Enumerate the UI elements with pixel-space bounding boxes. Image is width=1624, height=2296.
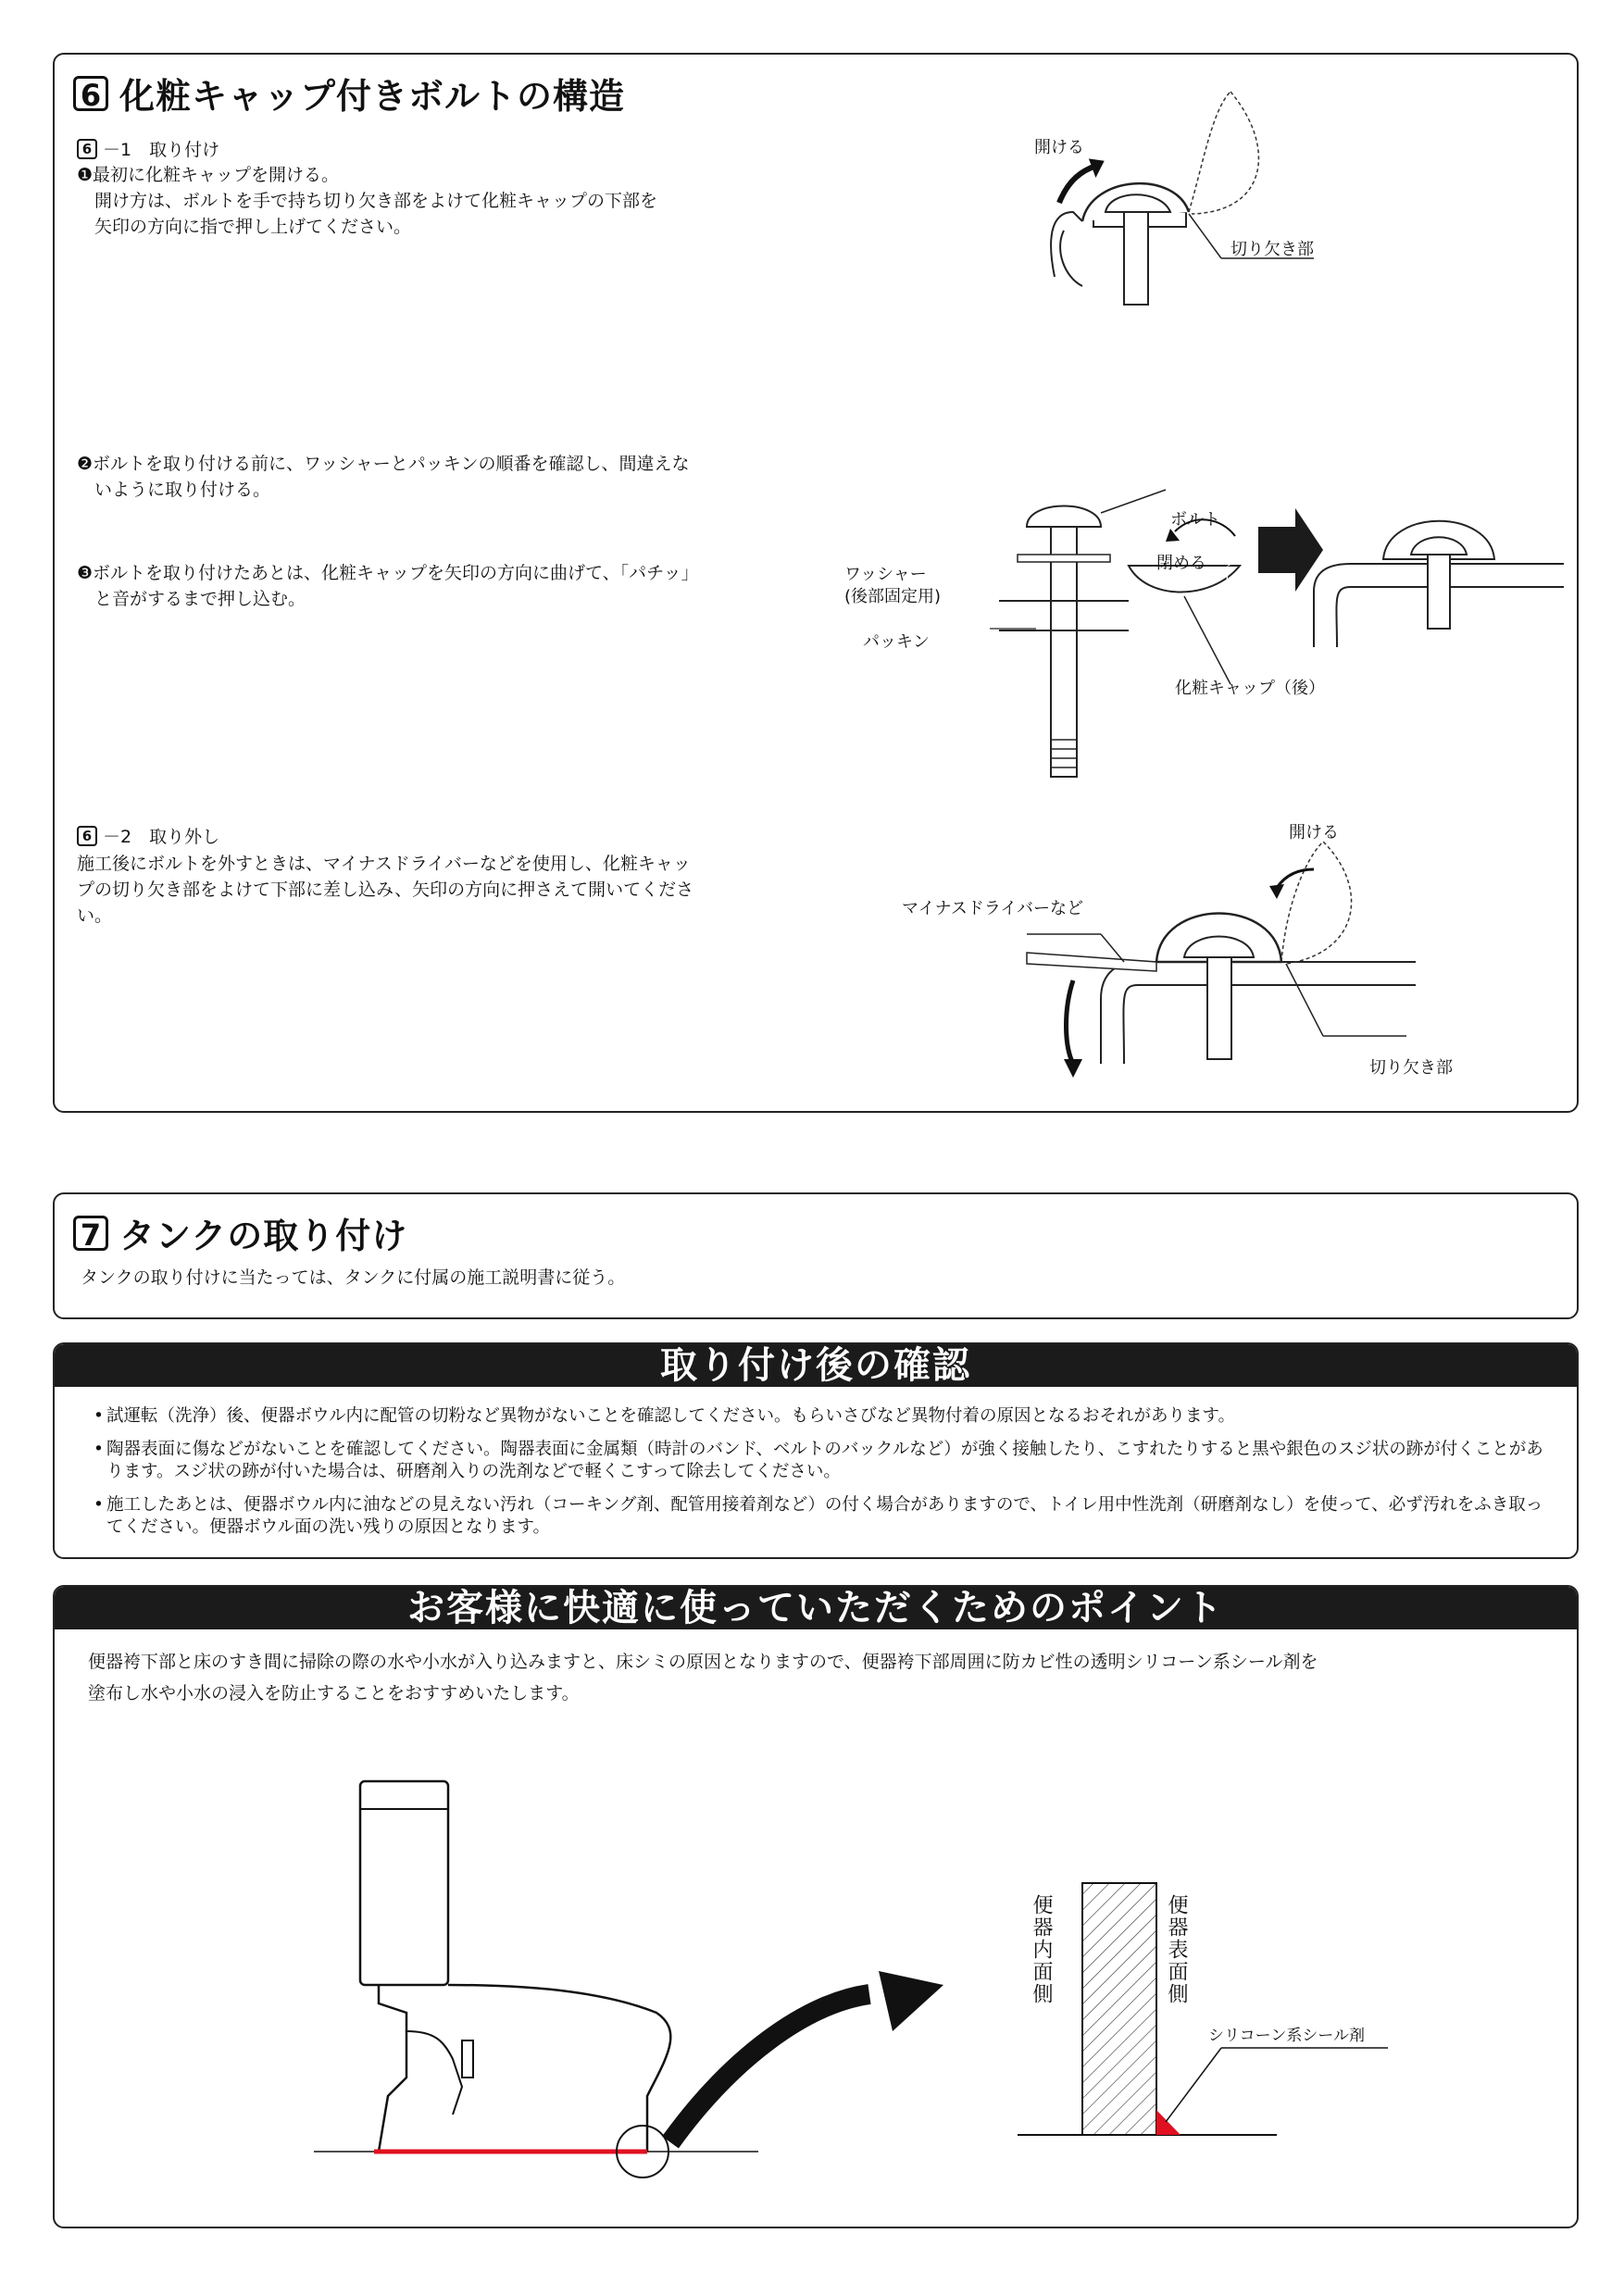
inner-side-label: 便器内面側 (1030, 1894, 1053, 2005)
removal-text: 施工後にボルトを外すときは、マイナスドライバーなどを使用し、化粧キャッ プの切り欠き部をよけて下部に差し込み、矢印の方向に押さえて開いてくださ い。 (77, 854, 694, 926)
step-2-text: ❷ボルトを取り付ける前に、ワッシャーとパッキンの順番を確認し、間違えな いように取り付ける。 (77, 454, 690, 500)
subsection-6-2 (77, 823, 219, 848)
bolt-assembly-figure (869, 462, 1573, 832)
open-label: 開ける (1034, 138, 1084, 157)
driver-label: マイナスドライバーなど (902, 899, 1084, 918)
notch-label-2: 切り欠き部 (1369, 1058, 1453, 1078)
section-7-box (53, 1192, 1579, 1319)
section-7-heading (73, 1207, 407, 1258)
set-after-label: セット後 (1216, 531, 1238, 613)
list-item: • 試運転（洗浄）後、便器ボウル内に配管の切粉など異物がないことを確認してください。もらいさびなど異物付着の原因となるおそれがあります。 (92, 1405, 1555, 1428)
section-title: タンクの取り付け (119, 1216, 408, 1256)
open-label-2: 開ける (1289, 823, 1339, 842)
section-number: 7 (73, 1216, 108, 1251)
section-7-text: タンクの取り付けに当たっては、タンクに付属の施工説明書に従う。 (81, 1267, 626, 1288)
list-item: • 陶器表面に傷などがないことを確認してください。陶器表面に金属類（時計のバンド、ベルトのバックルなど）が強く接触したり、こすれたりすると黒や銀色のスジ状の跡が付くことがあります。スジ状の跡が付いた場合は、研磨剤入りの洗剤などで軽くこすって除去してください。 (92, 1439, 1555, 1483)
subsection-number: 6 (77, 139, 97, 159)
tips-text: 便器袴下部と床のすき間に掃除の際の水や小水が入り込みますと、床シミの原因となりますので、便器袴下部周囲に防カビ性の透明シリコーン系シール剤を 塗布し水や小水の浸入を防止することをおすすめいたします。 (88, 1652, 1318, 1703)
toilet-illustration (314, 1763, 832, 2189)
check-list (92, 1405, 1555, 1550)
section-6-heading (73, 68, 625, 119)
list-item: • 施工したあとは、便器ボウル内に油などの見えない汚れ（コーキング剤、配管用接着剤など）の付く場合がありますので、トイレ用中性洗剤（研磨剤なし）を使って、必ず汚れをふき取ってください。便器ボウル面の洗い残りの原因となります。 (92, 1494, 1555, 1539)
subsection-label: －2 取り外し (103, 827, 220, 847)
cap-open-figure (990, 73, 1379, 332)
tips-banner: お客様に快適に使っていただくためのポイント (55, 1587, 1577, 1629)
subsection-6-1 (77, 136, 219, 161)
zoom-arrowhead (879, 1966, 953, 2040)
packing-label: パッキン (863, 632, 930, 652)
tips-box (53, 1585, 1579, 2228)
sealant-label: シリコーン系シール剤 (1208, 2027, 1365, 2045)
section-title: 化粧キャップ付きボルトの構造 (119, 76, 626, 117)
bolt-label: ボルト (1170, 510, 1220, 530)
surface-side-label: 便器表面側 (1165, 1894, 1188, 2005)
check-banner: 取り付け後の確認 (55, 1344, 1577, 1387)
notch-label: 切り欠き部 (1230, 240, 1314, 259)
section-number: 6 (73, 76, 108, 111)
check-box (53, 1342, 1579, 1559)
close-label: 閉める (1156, 554, 1206, 573)
subsection-number: 6 (77, 826, 97, 846)
step-3-text: ❸ボルトを取り付けたあとは、化粧キャップを矢印の方向に曲げて、｢パチッ｣ と音がするまで押し込む。 (77, 563, 691, 609)
section-6-box (53, 53, 1579, 1113)
cap-label: 化粧キャップ（後） (1175, 679, 1325, 698)
step-1-text: ❶最初に化粧キャップを開ける。 開け方は、ボルトを手で持ち切り欠き部をよけて化粧キャップの下部を 矢印の方向に指で押し上げてください。 (77, 165, 658, 237)
washer-label: ワッシャー (後部固定用) (844, 565, 942, 606)
subsection-label: －1 取り付け (103, 140, 220, 160)
